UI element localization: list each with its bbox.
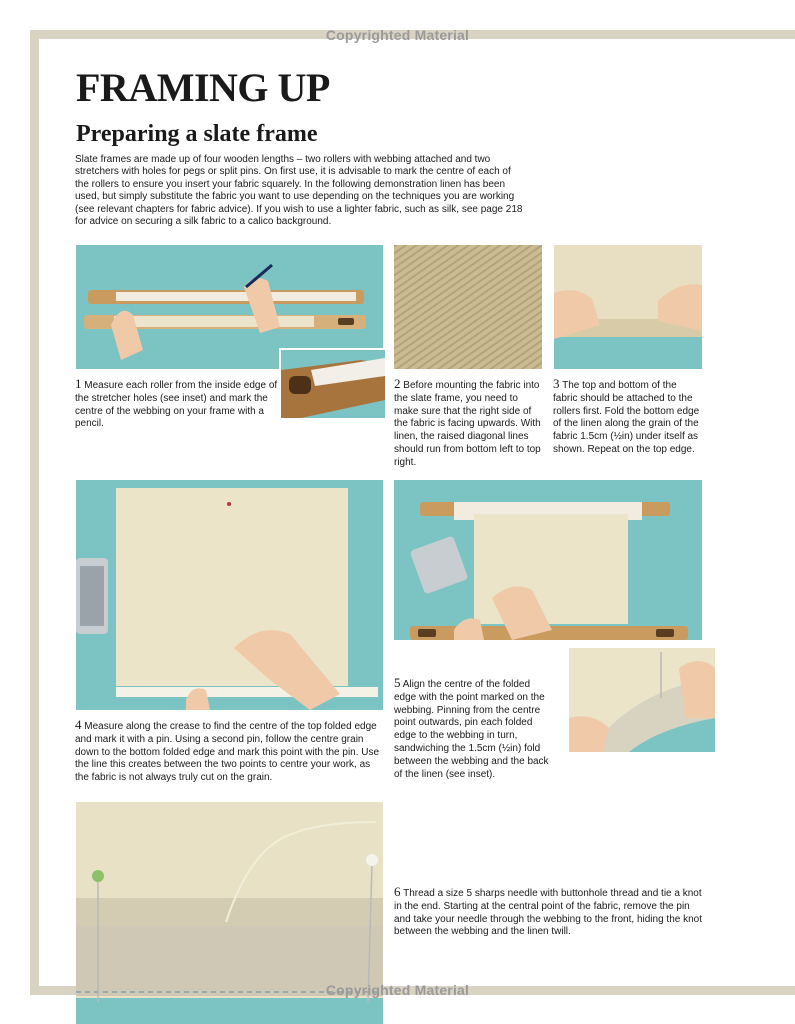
photo-step-1-inset	[279, 348, 387, 420]
intro-paragraph: Slate frames are made up of four wooden lengths – two rollers with webbing attached and two stretchers with holes for pegs or split pins. On first use, it is advisable to mark the centre of each of the rollers to ensure you insert your fabric squarely. In the following demonstration linen has been used, but simply substitute the fabric you want to use depending on the techniques you are working (see relevant chapters for fabric advice). If you wish to use a lighter fabric, such as silk, see page 218 for advice on securing a silk fabric to a calico background.	[75, 154, 523, 228]
watermark-top: Copyrighted Material	[325, 27, 470, 43]
watermark-bottom: Copyrighted Material	[325, 982, 470, 998]
step-1-text: Measure each roller from the inside edge of the stretcher holes (see inset) and mark the centre of the webbing on your frame with a pencil.	[75, 380, 278, 430]
photo-step-4	[76, 480, 383, 710]
step-2-number: 2	[394, 376, 401, 391]
photo-step-5-inset	[567, 646, 717, 754]
step-6-text: Thread a size 5 sharps needle with buttonhole thread and tie a knot in the end. Starting at the central point of the fabric, remove the pin and take your needle through the webbing to the front, hiding the knot between the webbing and the linen twill.	[394, 888, 702, 938]
step-5-number: 5	[394, 675, 401, 690]
step-2-caption	[394, 378, 544, 470]
step-4-text: Measure along the crease to find the centre of the top folded edge and mark it with a pin. Using a second pin, follow the centre grain down to the bottom folded edge and mark this point with the pin. Use the line this creates between the two points to centre your work, as the fabric is not always truly cut on the grain.	[75, 721, 380, 784]
step-5-caption	[394, 677, 554, 781]
photo-step-5	[394, 480, 702, 640]
step-6-number: 6	[394, 884, 401, 899]
step-3-number: 3	[553, 376, 560, 391]
step-3-text: The top and bottom of the fabric should be attached to the rollers first. Fold the bottom edge of the linen along the grain of the fabric 1.5cm (½in) under itself as shown. Repeat on the top edge.	[553, 380, 700, 455]
step-5-text: Align the centre of the folded edge with the point marked on the webbing. Pinning from the centre point outwards, pin each folded edge to the webbing in turn, sandwiching the 1.5cm (½in) fold between the webbing and the back of the linen (see inset).	[394, 679, 549, 780]
step-3-caption	[553, 378, 703, 457]
photo-step-2	[394, 245, 542, 369]
step-1-number: 1	[75, 376, 82, 391]
page-frame-left	[30, 30, 39, 990]
step-4-caption	[75, 719, 385, 785]
step-4-number: 4	[75, 717, 82, 732]
step-6-caption	[394, 886, 704, 939]
page-title: FRAMING UP	[76, 65, 330, 110]
step-1-caption	[75, 378, 285, 431]
photo-step-3	[554, 245, 702, 369]
page-subtitle: Preparing a slate frame	[76, 121, 318, 147]
step-2-text: Before mounting the fabric into the slate frame, you need to make sure that the right side of the fabric is facing upwards. With linen, the raised diagonal lines should run from bottom left to top right.	[394, 380, 541, 468]
